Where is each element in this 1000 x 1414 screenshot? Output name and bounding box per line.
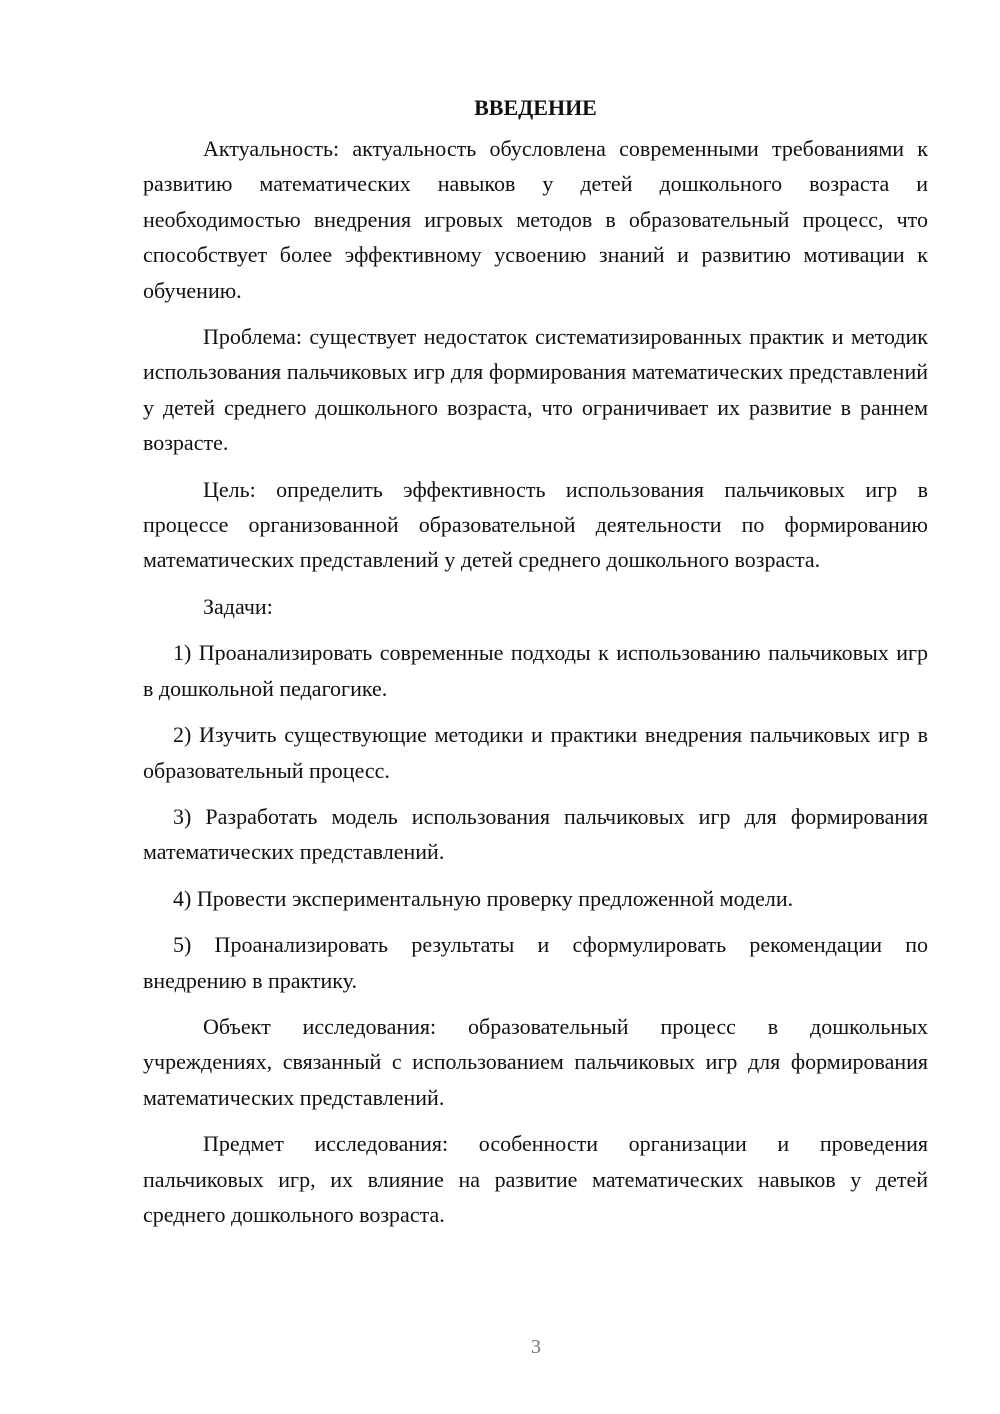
- page-title: ВВЕДЕНИЕ: [474, 95, 597, 120]
- page-number: 3: [531, 1336, 541, 1358]
- paragraph-subject: Предмет исследования: особенности организации и проведения пальчиковых игр, их влияние на развитие математических навыков у детей среднего дошкольного возраста.: [143, 1131, 928, 1227]
- task-item-4: 4) Провести экспериментальную проверку предложенной модели.: [173, 885, 794, 911]
- tasks-heading: Задачи:: [203, 593, 273, 619]
- paragraph-relevance: Актуальность: актуальность обусловлена современными требованиями к развитию математических навыков у детей дошкольного возраста и необходимостью внедрения игровых методов в образовательный процесс, что способствует более эффективному усвоению знаний и развитию мотивации к обучению.: [143, 136, 928, 303]
- paragraph-problem: Проблема: существует недостаток систематизированных практик и методик использования пальчиковых игр для формирования математических представлений у детей среднего дошкольного возраста, что ограничивает их развитие в раннем возрасте.: [143, 324, 928, 456]
- paragraph-goal: Цель: определить эффективность использования пальчиковых игр в процессе организованной образовательной деятельности по формированию математических представлений у детей среднего дошкольного возраста.: [143, 476, 928, 573]
- task-item-5: 5) Проанализировать результаты и сформулировать рекомендации по внедрению в практику.: [143, 932, 928, 993]
- page-content: [143, 90, 928, 1243]
- task-item-1: 1) Проанализировать современные подходы к использованию пальчиковых игр в дошкольной педагогике.: [143, 640, 928, 701]
- task-item-3: 3) Разработать модель использования пальчиковых игр для формирования математических представлений.: [143, 803, 928, 865]
- task-item-2: 2) Изучить существующие методики и практики внедрения пальчиковых игр в образовательный процесс.: [143, 722, 928, 783]
- paragraph-object: Объект исследования: образовательный процесс в дошкольных учреждениях, связанный с использованием пальчиковых игр для формирования математических представлений.: [143, 1013, 928, 1110]
